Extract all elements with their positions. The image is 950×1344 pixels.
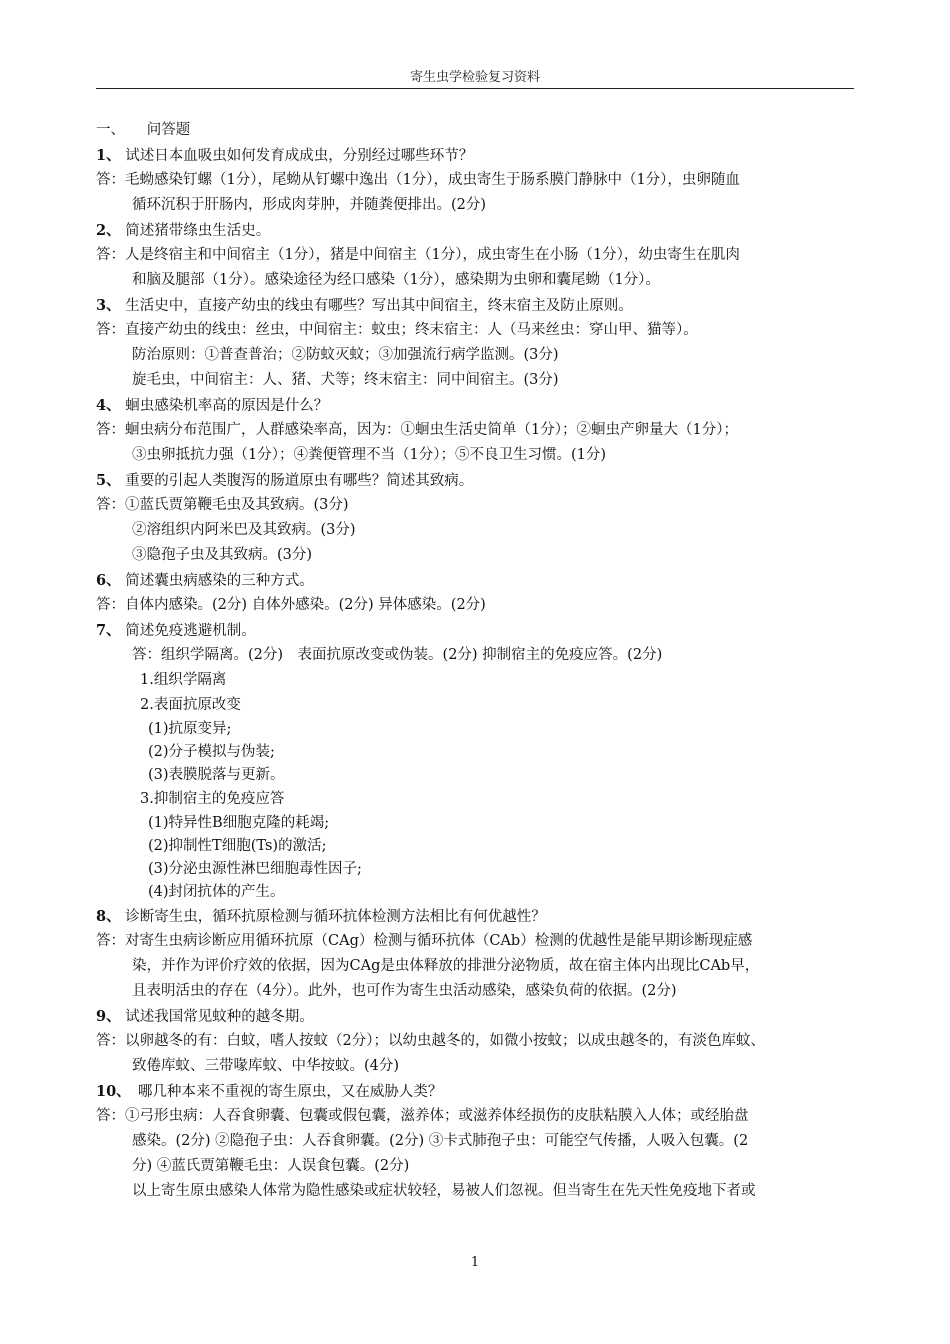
answer-continuation: 致倦库蚊、三带喙库蚊、中华按蚊。(4分) — [132, 1058, 400, 1074]
question-line — [96, 143, 856, 168]
answer-line: 答：人是终宿主和中间宿主（1分），猪是中间宿主（1分），成虫寄生在小肠（1分），幼虫寄生在肌肉 — [96, 247, 740, 263]
question-text: 简述免疫逃避机制。 — [120, 623, 256, 639]
answer-line: 答：以卵越冬的有：白蚊，嗜人按蚊（2分）；以幼虫越冬的，如微小按蚊；以成虫越冬的，有淡色库蚊、 — [96, 1033, 765, 1049]
document-body — [96, 118, 856, 1204]
answer-continuation: 旋毛虫，中间宿主：人、猪、犬等；终末宿主：同中间宿主。(3分) — [132, 372, 559, 388]
question-number: 7、 — [96, 622, 121, 639]
question-text: 试述日本血吸虫如何发育成成虫，分别经过哪些环节？ — [120, 148, 474, 164]
answer-continuation: (4)封闭抗体的产生。 — [148, 884, 285, 900]
answer-continuation: (3)分泌虫源性淋巴细胞毒性因子; — [148, 861, 362, 877]
answer-continuation: (2)抑制性T细胞(Ts)的激活; — [148, 838, 327, 854]
answer-continuation: 以上寄生原虫感染人体常为隐性感染或症状较轻，易被人们忽视。但当寄生在先天性免疫地下者或 — [132, 1183, 756, 1199]
question-number: 3、 — [96, 297, 121, 314]
page-header: 寄生虫学检验复习资料 — [409, 70, 540, 85]
answer-continuation: 2.表面抗原改变 — [140, 697, 241, 713]
answer-continuation: 答：组织学隔离。(2分) 表面抗原改变或伪装。(2分) 抑制宿主的免疫应答。(2分) — [132, 647, 663, 663]
answer-continuation: 染，并作为评价疗效的依据，因为CAg是虫体释放的排泄分泌物质，故在宿主体内出现比CAb早， — [132, 958, 760, 974]
answer-line: 答：①蓝氏贾第鞭毛虫及其致病。(3分) — [96, 497, 349, 513]
question-text: 哪几种本来不重视的寄生原虫，又在威胁人类？ — [123, 1084, 443, 1100]
answer-continuation: 且表明活虫的存在（4分）。此外，也可作为寄生虫活动感染，感染负荷的依据。(2分) — [132, 983, 677, 999]
question-line — [96, 468, 856, 493]
question-line — [96, 393, 856, 418]
answer-continuation: 3.抑制宿主的免疫应答 — [140, 791, 285, 807]
question-number: 4、 — [96, 397, 121, 414]
answer-continuation: (1)特异性B细胞克隆的耗竭; — [148, 815, 330, 831]
answer-line: 答：毛蚴感染钉螺（1分），尾蚴从钉螺中逸出（1分），成虫寄生于肠系膜门静脉中（1分），虫卵随血 — [96, 172, 740, 188]
question-line — [96, 1004, 856, 1029]
answer-continuation: 和脑及腿部（1分）。感染途径为经口感染（1分），感染期为虫卵和囊尾蚴（1分）。 — [132, 272, 660, 288]
question-text: 试述我国常见蚊种的越冬期。 — [120, 1009, 314, 1025]
question-number: 9、 — [96, 1008, 121, 1025]
question-line — [96, 568, 856, 593]
answer-line: 答：自体内感染。(2分) 自体外感染。(2分) 异体感染。(2分) — [96, 597, 486, 613]
answer-continuation: 防治原则：①普查普治；②防蚊灭蚊；③加强流行病学监测。(3分) — [132, 347, 559, 363]
answer-continuation: ②溶组织内阿米巴及其致病。(3分) — [132, 522, 356, 538]
question-text: 简述囊虫病感染的三种方式。 — [120, 573, 314, 589]
answer-continuation: 感染。(2分) ②隐孢子虫：人吞食卵囊。(2分) ③卡式肺孢子虫：可能空气传播，人吸入包囊。(2 — [132, 1133, 749, 1149]
answer-continuation: (3)表膜脱落与更新。 — [148, 767, 285, 783]
answer-line: 答：①弓形虫病：人吞食卵囊、包囊或假包囊，滋养体；或滋养体经损伤的皮肤粘膜入人体；或经胎盘 — [96, 1108, 749, 1124]
question-number: 8、 — [96, 908, 121, 925]
qa-lines — [96, 143, 856, 1204]
question-line — [96, 1079, 856, 1104]
answer-continuation: 循环沉积于肝肠内，形成肉芽肿，并随粪便排出。(2分) — [132, 197, 487, 213]
question-number: 5、 — [96, 472, 121, 489]
question-number: 6、 — [96, 572, 121, 589]
header-rule — [96, 88, 854, 89]
section-title: 一、 问答题 — [96, 122, 191, 138]
question-text: 诊断寄生虫，循环抗原检测与循环抗体检测方法相比有何优越性？ — [120, 909, 546, 925]
answer-continuation: ③虫卵抵抗力强（1分）；④粪便管理不当（1分）；⑤不良卫生习惯。(1分) — [132, 447, 606, 463]
answer-line: 答：直接产幼虫的线虫：丝虫，中间宿主：蚊虫；终末宿主：人（马来丝虫：穿山甲、猫等）。 — [96, 322, 698, 338]
question-line — [96, 218, 856, 243]
question-text: 蛔虫感染机率高的原因是什么？ — [120, 398, 329, 414]
question-number: 1、 — [96, 147, 121, 164]
question-line — [96, 904, 856, 929]
question-text: 简述猪带绦虫生活史。 — [120, 223, 271, 239]
question-text: 生活史中，直接产幼虫的线虫有哪些？写出其中间宿主，终末宿主及防止原则。 — [120, 298, 633, 314]
answer-continuation: (1)抗原变异; — [148, 721, 232, 737]
answer-continuation: 分) ④蓝氏贾第鞭毛虫：人误食包囊。(2分) — [132, 1158, 410, 1174]
question-line — [96, 293, 856, 318]
question-line — [96, 618, 856, 643]
question-number: 10、 — [96, 1083, 124, 1100]
answer-continuation: ③隐孢子虫及其致病。(3分) — [132, 547, 313, 563]
question-number: 2、 — [96, 222, 121, 239]
answer-continuation: (2)分子模拟与伪装; — [148, 744, 275, 760]
answer-continuation: 1.组织学隔离 — [140, 672, 227, 688]
page-number: 1 — [470, 1255, 480, 1270]
answer-line: 答：对寄生虫病诊断应用循环抗原（CAg）检测与循环抗体（CAb）检测的优越性是能早期诊断现症感 — [96, 933, 753, 949]
answer-line: 答：蛔虫病分布范围广，人群感染率高，因为：①蛔虫生活史简单（1分）；②蛔虫产卵量大（1分）； — [96, 422, 738, 438]
question-text: 重要的引起人类腹泻的肠道原虫有哪些？简述其致病。 — [120, 473, 474, 489]
